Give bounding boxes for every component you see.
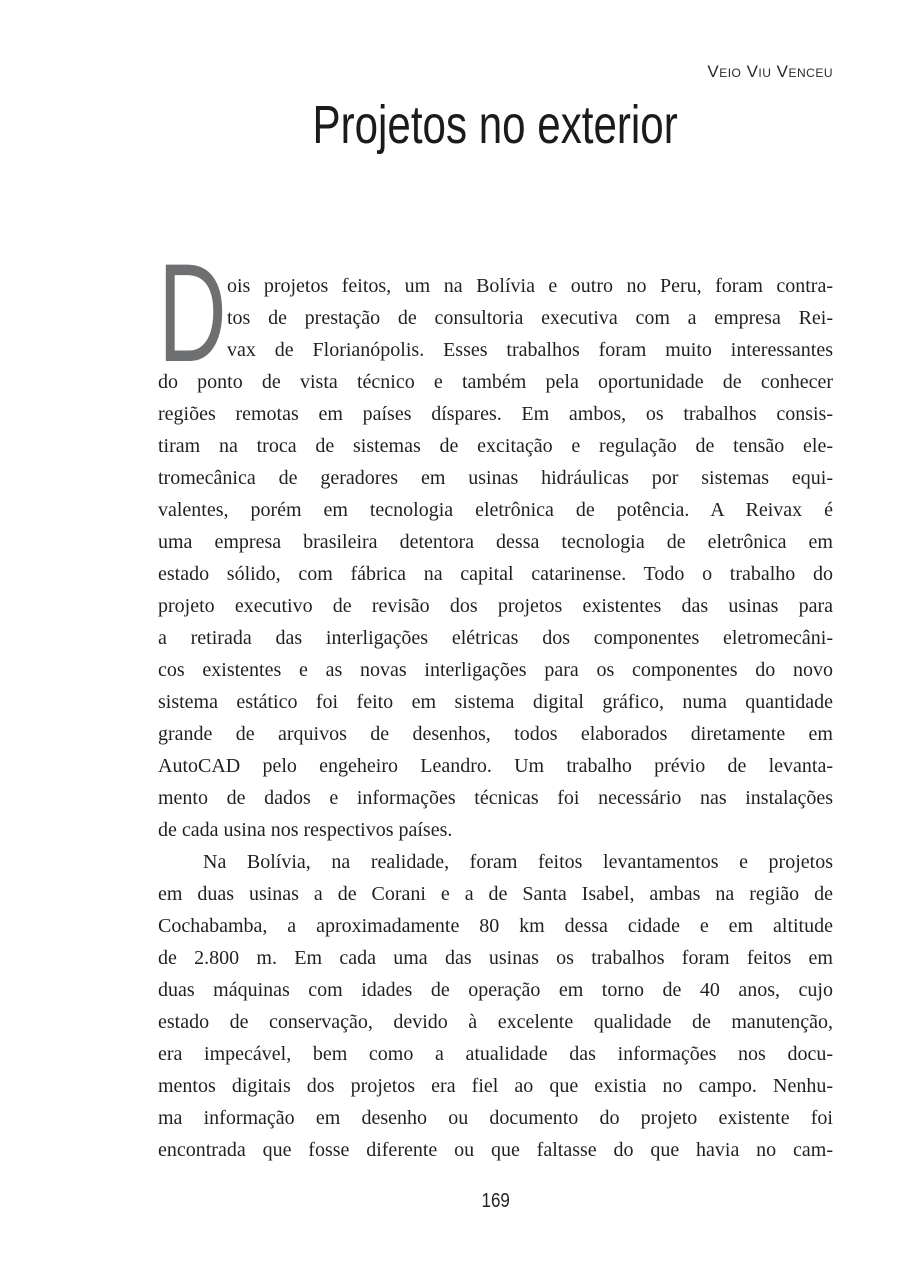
- text-line: cos existentes e as novas interligações para os componentes do novo: [158, 659, 833, 681]
- chapter-title: [158, 94, 833, 156]
- text-line: grande de arquivos de desenhos, todos elaborados diretamente em: [158, 723, 833, 745]
- text-line: Na Bolívia, na realidade, foram feitos levantamentos e projetos: [203, 851, 833, 873]
- text-line: duas máquinas com idades de operação em torno de 40 anos, cujo: [158, 979, 833, 1001]
- text-line: a retirada das interligações elétricas dos componentes eletromecâni-: [158, 627, 833, 649]
- paragraph-1: [158, 234, 833, 846]
- text-line: tromecânica de geradores em usinas hidráulicas por sistemas equi-: [158, 467, 833, 489]
- text-line: mento de dados e informações técnicas foi necessário nas instalações: [158, 787, 833, 809]
- text-line: do ponto de vista técnico e também pela oportunidade de conhecer: [158, 371, 833, 393]
- text-line: de 2.800 m. Em cada uma das usinas os trabalhos foram feitos em: [158, 947, 833, 969]
- page-number-text: 169: [481, 1190, 510, 1212]
- text-line: uma empresa brasileira detentora dessa tecnologia de eletrônica em: [158, 531, 833, 553]
- text-line: vax de Florianópolis. Esses trabalhos foram muito interessantes: [227, 339, 833, 361]
- text-line: em duas usinas a de Corani e a de Santa Isabel, ambas na região de: [158, 883, 833, 905]
- paragraph-2-lines: [158, 846, 833, 1166]
- text-line: tiram na troca de sistemas de excitação e regulação de tensão ele-: [158, 435, 833, 457]
- text-line: valentes, porém em tecnologia eletrônica de potência. A Reivax é: [158, 499, 833, 521]
- text-line: regiões remotas em países díspares. Em ambos, os trabalhos consis-: [158, 403, 833, 425]
- text-line: tos de prestação de consultoria executiva com a empresa Rei-: [227, 307, 833, 329]
- text-line: estado de conservação, devido à excelente qualidade de manutenção,: [158, 1011, 833, 1033]
- paragraph-1-lines: [158, 270, 833, 846]
- text-line: de cada usina nos respectivos países.: [158, 819, 453, 841]
- page-number: [158, 1190, 833, 1213]
- text-line: estado sólido, com fábrica na capital catarinense. Todo o trabalho do: [158, 563, 833, 585]
- text-line: AutoCAD pelo engeheiro Leandro. Um trabalho prévio de levanta-: [158, 755, 833, 777]
- text-line: era impecável, bem como a atualidade das informações nos docu-: [158, 1043, 833, 1065]
- text-line: encontrada que fosse diferente ou que faltasse do que havia no cam-: [158, 1139, 833, 1161]
- text-line: mentos digitais dos projetos era fiel ao que existia no campo. Nenhu-: [158, 1075, 833, 1097]
- running-header: Veio Viu Venceu: [707, 62, 833, 81]
- text-line: Cochabamba, a aproximadamente 80 km dessa cidade e em altitude: [158, 915, 833, 937]
- paragraph-2: [158, 846, 833, 1166]
- text-line: ois projetos feitos, um na Bolívia e outro no Peru, foram contra-: [227, 275, 833, 297]
- drop-cap: D: [158, 234, 227, 391]
- chapter-title-text: Projetos no exterior: [312, 95, 679, 155]
- text-line: ma informação em desenho ou documento do projeto existente foi: [158, 1107, 833, 1129]
- text-line: projeto executivo de revisão dos projetos existentes das usinas para: [158, 595, 833, 617]
- text-line: sistema estático foi feito em sistema digital gráfico, numa quantidade: [158, 691, 833, 713]
- body-text: [158, 234, 833, 1166]
